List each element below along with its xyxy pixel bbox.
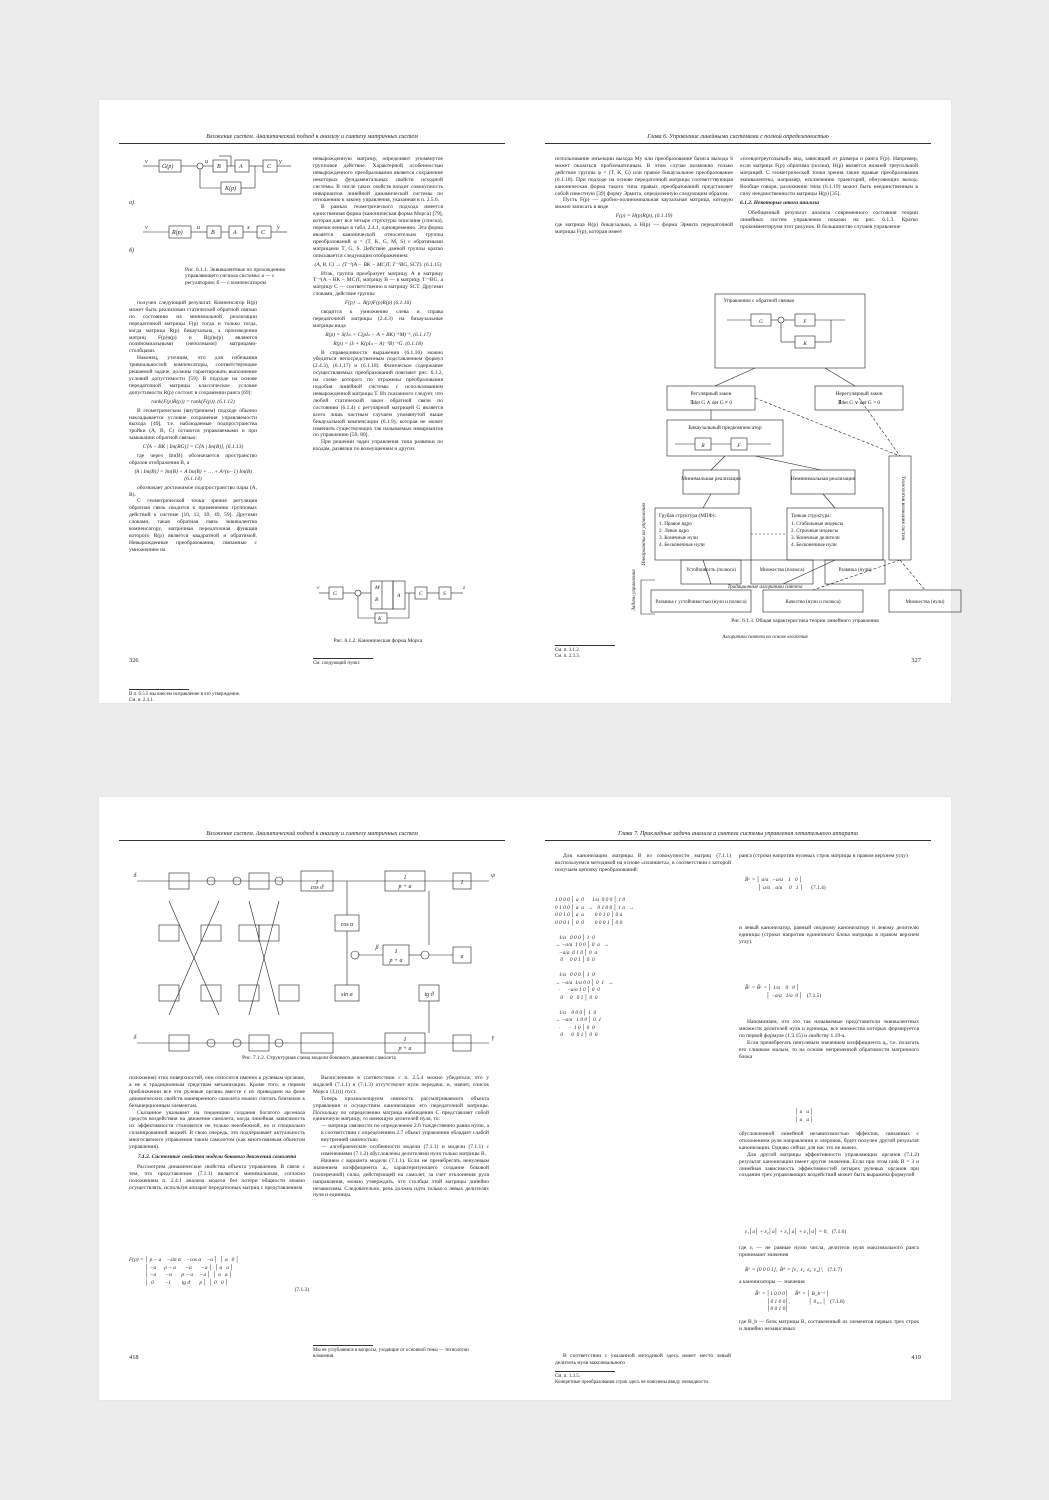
svg-text:K(p): K(p) [225, 186, 236, 192]
page-418 [99, 797, 525, 1400]
page-419 [525, 797, 951, 1400]
minimal-box [683, 470, 739, 494]
eq-label: (7.1.7) [827, 1267, 842, 1273]
paragraph: Для другой матрицы эффективности управляющих органов (7.1.2) результат канонизации имеет другие значения. Если при этом rank B = 3 и линейная зависимость эффективностей четырех рулевых органов при создании трех управляющих воздействий может быть выражена формулой [739, 1151, 919, 1179]
equation-7-1-8: B̃ᴸ = │1 0 0 0│ B̃ᴿ = │ B_b⁻¹ │ │0 1 0 0│, │ 0₁ₓ₃ │ (7.1.8) │0 0 1 0│ [755, 1291, 845, 1312]
svg-text:F: F [737, 443, 741, 449]
control-theory-overview-diagram [555, 290, 945, 616]
column-left [555, 156, 733, 286]
svg-text:v: v [145, 159, 148, 165]
embed-alg-footer [665, 635, 865, 641]
footnotes [555, 645, 733, 660]
figure-caption: Рис. 6.1.1. Эквивалентные по прохождению управляющего сигнала системы: а — с регулятором; б — с компенсатором [185, 267, 286, 286]
figure-7-1-2 [129, 845, 499, 1055]
paragraph: В справедливости выражения (6.1.16) можно убедиться непосредственным подставлением формул (2.4.3), (6.1.17) и (6.1.18). Физическое содержание осуществляемых преобразований поясняет рис. 6.1.2, на схеме которого по отражены преобразования подобия линейной системы с использованием невырожденной матрицы T. Из сказанного следует, что любой статический закон обратной связи по состоянию (6.1.4) с регулярной матрицей G является всего лишь частным случаем упомянутой выше бикаузальной компенсации (6.1.9), которая не может изменить существующих так называемых инвариантов по управлению [59, 80]. [313, 349, 443, 439]
paragraph: Итак, группа преобразует матрицу A в матрицу T⁻¹(A − BK − MC)T, матрицу B — в матрицу T⁻¹BG, а матрицу C — соответственно в матрицу SCT. Другими словами, действие группы [313, 270, 443, 298]
svg-text:1: 1 [403, 875, 407, 881]
footnote: См. п. 2.4.1. [129, 698, 154, 703]
regular-box [667, 386, 755, 410]
page-326 [99, 100, 525, 703]
paragraph: Наконец, уточним, что для избежания тривиальностей компенсаторы, соответствующие решаемой задаче, должны гарантировать выполнение условий допустимости [59]. В подходе на основе передаточной матрицы классическое условие допустимости R(p) состоит в сохранении ранга [69]: [129, 355, 257, 396]
multiple-label: Множества (полюса) [759, 568, 805, 573]
svg-text:p + a: p + a [398, 884, 412, 890]
running-header: Вложение систем. Аналитический подход к анализу и синтезу матричных систем [119, 831, 505, 841]
coarse-item: 2. Левое ядро [659, 528, 689, 534]
footnotes [129, 689, 257, 704]
figure-6-1-1 [129, 152, 299, 270]
footnote: Конкретные преобразования строк здесь не пояснены ввиду очевидности. [555, 1380, 710, 1385]
coarse-title: Грубая структура (МПФ): [659, 513, 716, 519]
list-item: — алгебраические особенности модели (7.1.1) и модели (7.1.1) с изменениями (7.1.2) обусловлены делителями нуля только матрицы B. [321, 1144, 489, 1157]
equation-7-1-5: B̃ᴸ = B̃ᴸ = │ 1/a 0 0 │ │ −a/a 1/a 0 │ (7.1.5) [745, 985, 822, 999]
svg-text:б): б) [129, 248, 135, 254]
column-right-2 [739, 925, 919, 985]
svg-text:cos α: cos α [340, 922, 354, 928]
column-right-7 [739, 1319, 919, 1339]
fine-item: 1. Стабильные индексы [791, 521, 844, 527]
coarse-item: 1. Правое ядро [659, 521, 692, 527]
bicausal-label: Бикаузальный предкомпенсатор [688, 425, 762, 431]
paragraph: где матрица R(p) бикаузальна, а H(p) — форма Эрмита передаточной матрицы F(p), которая имеет [555, 222, 733, 236]
svg-text:1: 1 [315, 880, 319, 886]
morse-form-diagram [313, 575, 483, 625]
svg-text:u: u [197, 225, 200, 231]
irregular-label: Нерегулярный закон [835, 391, 883, 397]
svg-text:S: S [443, 591, 446, 597]
column-left-intro [555, 853, 731, 893]
invariants-label: Инварианты по управлению [641, 502, 647, 566]
fine-item: 4. Бесконечные нули [791, 542, 837, 548]
svg-text:A: A [397, 593, 401, 599]
paragraph: Вычислениям в соответствии с п. 2.5.4 можно убедиться, что у моделей (7.1.1) и (7.1.3) отсутствуют нули передачи, и, значит, список Морса {I₁(t)} пуст. [313, 1075, 489, 1095]
lateral-motion-block-diagram [129, 845, 499, 1055]
canonization-chain: 1 0 0 0 │ a 0 1/a 0 0 0 │ 1 0 0 1 0 0 │ a a → 0 1 0 0 │ 1 a → 0 0 1 0 │ a a 0 0 1 0 │ 0 a 0 0 0 1 │ 0 0 0 0 0 1 │ 0 0 1/a 0 0 0 │ 1 0 → −a/a 1 0 0 │ 0 a → −a/a 0 1 0 │ 0 a 0 0 0 1 │ 0 0 1/a 0 0 0 │ 1 0 → −a/a 1/a 0 0 │ 0 1 → · −a/a 1 0 │ 0 0 0 0 0 1 │ 0 0 1/a 0 0 0 │ 1 0 → −a/a 1 0 0 │ 0 1 · · 1 0 │ 0 0 0 0 0 1 │ 0 0 [555, 897, 635, 1038]
paragraph: использование инъекции выхода My или преобразование базиса выхода S может оказаться проблематичным. В этом случае возможно только действие группы φ = (T, K, G) или правое бикаузальное преобразование (6.1.18). При подходе на основе передаточной матрицы соответствующая каноническая форма такого типа правых преобразований представляет собой известную [39] форму Эрмита, определенную следующим образом. [555, 156, 733, 197]
footnote: См. п. 1.1.2. [555, 648, 580, 653]
paragraph: В геометрическом (внутреннем) подходе обычно накладывается условие сохранения управляемости выхода [49], т.е. наблюдаемые подпространства тройки (A, B, C) остаются управляемыми и при замыкании обратной связью: [129, 407, 257, 442]
column-left-tail [555, 1353, 731, 1373]
page-327 [525, 100, 951, 703]
svg-text:v: v [317, 585, 320, 591]
paragraph: обозначает достижимое подпространство пары (A, B). [129, 484, 257, 498]
footnote: Мы не углубляемся в вопросы, уходящие от основной темы — технологии вложения. [313, 1348, 469, 1359]
paragraph: сводится к умножению слева и справа передаточной матрицы (2.4.3) на бикаузальные матрицы вида [313, 309, 443, 329]
paragraph: Сказанное указывает на тенденцию создания богатого арсенала средств воздействия на движение самолета, когда линейная зависимость их эффективности становится не только неизбежной, но и специально спланированной акцией. В свою очередь, это подчеркивает актуальность многосвязного управления таким самолетом (как многосвязным объектом управления). [129, 1109, 305, 1151]
paragraph: «псевдотреугольный» вид, зависящий от размера и ранга F(p). Например, если матрица F(p) обратима (полна), H(p) является нижней треугольной матрицей. С геометрической точки зрения такие правые преобразования эквивалентны, например, исключению траекторий, обнуляющих выход. Вообще говоря, разложение типа (6.1.19) может быть неединственным в силу неединственности матрицы H(p) [35]. [740, 156, 918, 197]
svg-text:M: M [375, 585, 380, 591]
footnotes [313, 1345, 489, 1360]
footnote: В п. 6.5.5 мы внесем исправление в это утверждение. [129, 692, 241, 697]
svg-text:1: 1 [403, 1037, 407, 1043]
svg-text:F: F [803, 319, 807, 325]
svg-text:z: z [463, 585, 466, 591]
equation-7-1-4: B̄ᴸ = │ a/a −a/a 1 0 │ │ a/a a/a 0 1 │ (7.1.4) [745, 877, 826, 891]
svg-text:G(p): G(p) [162, 164, 174, 170]
svg-text:δ: δ [133, 873, 137, 879]
paragraph: Теперь проанализируем связность рассматриваемого объекта управления и осуществим канонизацию его передаточной матрицы. Поскольку по определению матрица наблюдения C представляет собой единичную матрицу, то имеющую делителей нуля, то: [313, 1095, 489, 1123]
column-left [129, 300, 257, 685]
paragraph: положения) этих поверхностей, они относятся именно к рулевым органам, а не к традиционным средствам механизации. Кроме того, в первом приближении все эти рулевые органы вместе с их приводами на фоне динамических свойств маневренного самолета можно считать близкими к безынерционным элементам. [129, 1075, 305, 1109]
decoupling-label: Развязка (нули) [838, 568, 872, 573]
feedback-box [715, 294, 865, 368]
svg-text:a: a [460, 954, 464, 960]
svg-text:A: A [239, 164, 243, 170]
figure-caption: Рис. 7.1.2. Структурная схема модели бокового движения самолета [242, 1055, 396, 1061]
figure-6-1-3 [555, 290, 945, 616]
column-right-6 [739, 1279, 919, 1289]
svg-text:y: y [277, 225, 280, 231]
equation: R(p) = (Iₗ + K(pIₙ − A)⁻¹B)⁻¹G. (6.1.18) [333, 340, 423, 347]
svg-text:B: B [211, 230, 215, 236]
svg-text:G: G [333, 591, 337, 597]
figure-6-1-2 [313, 575, 483, 625]
spread-top [99, 100, 951, 703]
column-right [313, 1075, 489, 1345]
equation: R(p) = S(Iₘ + C(pIₙ − A + BK)⁻¹M)⁻¹, (6.1.17) [325, 331, 431, 338]
svg-text:1: 1 [460, 880, 464, 886]
svg-text:K: K [803, 341, 807, 347]
running-header: Вложение систем. Аналитический подход к анализу и синтезу матричных систем [119, 134, 505, 144]
nonminimal-box [791, 470, 855, 494]
eq-label: (7.1.6) [831, 1229, 847, 1235]
column-right [313, 156, 443, 640]
paragraph: Рассмотрим динамические свойства объекта управления. В связи с тем, что представление (7.1.1) является минимальным, согласно положениям п. 2.4.1 анализа модели без потери общности можно осуществлять, используя аппарат передаточных матриц с представлением [129, 1163, 305, 1191]
feedback-title: Управление с обратной связью [723, 298, 795, 304]
figure-caption: Рис. 6.1.2. Каноническая форма Морса [333, 638, 423, 644]
svg-text:γ: γ [491, 1035, 495, 1041]
svg-text:C: C [261, 230, 266, 236]
svg-text:p + a: p + a [398, 1046, 412, 1052]
multiple-zeros-label: Множества (нули) [905, 600, 945, 605]
equation: F(p) → R(p)F(p)R(p) (6.1.16) [344, 300, 412, 307]
paragraph: Начнем с варианта модели (7.1.1). Если не пренебрегать ненулевым значением коэффициента aᵧ, характеризующего создание боковой (поперечной) силы, действующей на самолет, за счет отклонения руля направления, можно утверждать, что столбцы этой матрицы линейно независимы. Следовательно, речь должна идти только о левых делителях нуля и единицы. [313, 1157, 489, 1199]
svg-text:B: B [217, 164, 221, 170]
paragraph: получен следующий результат. Компенсатор R(p) может быть реализован статической обратной связью по состоянию на минимальной реализации передаточной матрицы F(p) тогда и только тогда, когда матрица R(p) бикаузальна, а произведения матриц F(p)u(p) и R(p)u(p) являются полиномиальными (неполными) матрицами-столбцами. [129, 300, 257, 355]
paragraph: где εᵢ — не равные нулю числа, делители нуля максимального ранга принимают значения [739, 1245, 919, 1258]
equation: C⟨A − BK | Im(BG)⟩ = C⟨A | Im(B)⟩, (6.1.13) [142, 444, 244, 451]
paragraph: При решении задач управления типа развязки по входам, развязки по возмущениям и других [313, 439, 443, 453]
column-right-1 [739, 853, 919, 873]
list-item: — матрица связности по определению 2.6 тождественно равна нулю, а в соответствии с определением 2.7 объект управления обладает слабой внутренней связностью; [321, 1123, 489, 1144]
svg-text:1: 1 [394, 949, 398, 955]
paragraph: где B_b — блок матрицы B, составленный из элементов первых трех строк и линейно независимых [739, 1319, 919, 1332]
column-right-3 [739, 1019, 919, 1107]
paragraph: Напоминаем, что это так называемые представители эквивалентных множеств делителей нуля и единицы, все множество которых формируется по первой формуле (1.3.15) и свойству 1.19-а. [739, 1019, 919, 1039]
footnotes [555, 1371, 731, 1386]
equation-7-1-6: ε₁│a│ + ε₂│a│ + ε₃│a│ + ε₄│a│ = 0, (7.1.6) [745, 1229, 847, 1235]
page-number: 419 [911, 1354, 921, 1362]
tasks-label: Задачи управления [631, 569, 637, 611]
paragraph: С геометрической точки зрения регуляция обратная связь сводится к применению групповых действий к системе [10, 12, 39, 49, 59]. Другими словами, такая обратная связь эквивалентна компенсатору, матричная передаточная функция которого R(p) является квадратной и обратимой. Невырожденные преобразования, связанные с умножением на [129, 498, 257, 553]
running-header: Глава 7. Прикладные задачи анализа и синтеза системы управления летательного аппарата [545, 831, 931, 841]
svg-text:y: y [279, 159, 282, 165]
transfer-matrix: F(p) = │ p − a −sin α −cos α −a │ │ a 0 │ │ −a p − a −a −a │ │ a a │ │ −a −a p − a −a │ │ a a │ │ 0 −1 tg ϑ p │ │ 0 0 │ (7.1.3) [129, 1257, 309, 1293]
svg-text:R: R [701, 443, 705, 449]
svg-text:v: v [145, 225, 148, 231]
dec-stab-label: Развязка с устойчивостью (нули и полюса) [655, 600, 747, 605]
column-right-5 [739, 1245, 919, 1265]
running-header: Глава 6. Управление линейными системами с полной определенностью [545, 134, 931, 144]
spread-bottom [99, 797, 951, 1400]
stability-label: Устойчивость (полюса) [686, 568, 736, 573]
quality-label: Качество (нули и полюса) [785, 600, 841, 605]
regular-label: Регулярный закон [690, 391, 732, 397]
fine-item: 3. Конечные делители [791, 535, 840, 541]
svg-text:u: u [205, 159, 208, 165]
svg-text:x: x [247, 225, 250, 231]
svg-text:K: K [378, 616, 382, 622]
svg-text:sin α: sin α [341, 992, 353, 998]
footnote: См. п. 2.3.3. [555, 654, 580, 659]
paragraph: а канонизаторы — значения [739, 1279, 805, 1285]
svg-text:cos ϑ: cos ϑ [310, 885, 324, 891]
footnote: См. следующий пункт. [313, 661, 361, 666]
footnote: См. п. 1.3.5. [555, 1374, 580, 1379]
eq-label: (7.1.5) [806, 992, 822, 999]
page-number: 326 [129, 657, 139, 665]
eq-label: (7.1.3) [294, 1287, 309, 1293]
svg-text:A: A [233, 230, 237, 236]
page-number: 418 [129, 1354, 139, 1362]
figure-caption: Рис. 6.1.3. Общая характеристика теории линейного управления [731, 618, 879, 624]
column-left [129, 1075, 305, 1245]
svg-text:R(p): R(p) [172, 230, 183, 236]
equation: (A, B, C) → (T⁻¹(A − BK − MC)T, T⁻¹BG, SCT). (6.1.15) [314, 261, 442, 268]
equation: F(p) = H(p)R(p), (6.1.19) [615, 213, 673, 220]
minimal-label: Минимальная реализация [681, 476, 741, 482]
embed-alg-label: Алгоритмы синтеза на основе вложения [722, 635, 808, 640]
paragraph: обусловленной линейной независимостью эффектов, связанных с отклонением руля направления и элеронов, будет получен другой результат канонизации. Однако сейчас для нас это не важно. [739, 1131, 919, 1151]
irregular-cond: ∄det G ∨ det G = 0 [837, 400, 881, 406]
paragraph: где через Im(B) обозначается пространство образов отображения B, а [129, 453, 257, 466]
paragraph: В рамках геометрического подхода имеется единственная форма (каноническая форма Морса) [79], которая дает все четыре структуры описания (списка), перечисленные в табл. 2.4.1, одновременно. Эта форма является канонической относительно группы преобразований φ = (T, K, G, M, S) с обратимыми матрицами T, G, S. Действие данной группы кратко описывается следующим отображением: [313, 204, 443, 259]
eq-label: (7.1.8) [830, 1298, 845, 1305]
paragraph: невырожденную матрицу, определяют упомянутое групповое действие. Характерной особенностью невырожденного преобразования является сохранение некоторых фундаментальных свойств исходной системы. В числе таких свойств входит совокупность инвариантов линейной динамической системы по отношению к закону управления, указанная в п. 2.5.6. [313, 156, 443, 204]
coarse-item: 4. Бесконечные нули [659, 542, 705, 548]
footnotes [313, 658, 443, 667]
svg-text:B: B [375, 597, 379, 603]
paragraph: Обобщенный результат анализа современного состояния теории линейных систем управления показан на рис. 6.1.3. Кратко прокомментируем этот рисунок. В большинстве случаев управление [740, 210, 918, 231]
page-number: 327 [911, 657, 921, 665]
equation: rank(F(p)R(p)) = rank(F(p)). (6.1.12) [151, 398, 235, 405]
equation-7-1-7: B̄ᴸ = [0 0 0 1], B̄ᴿ = [ε₁ ε₂ ε₃ ε₄]ᵀ, (7.1.7) [745, 1267, 842, 1273]
equation: ⟨A | Im(B)⟩ = Im(B) + A Im(B) + … + A^(n−1) Im(B) (6.1.14) [133, 468, 253, 482]
svg-text:tg ϑ: tg ϑ [424, 992, 434, 998]
embedding-tech-box [889, 456, 911, 560]
svg-text:p + a: p + a [389, 958, 403, 964]
paragraph: В соответствии с указанной методикой здесь имеет место левый делитель нуля максимального [555, 1353, 731, 1366]
nonminimal-label: Неминимальная реализация [790, 476, 856, 482]
block-diagram-regulator [129, 152, 299, 270]
column-right [740, 156, 918, 286]
fine-title: Тонкая структура: [791, 513, 831, 519]
coarse-item: 3. Конечные нули [659, 535, 698, 541]
svg-text:C: C [419, 591, 423, 597]
svg-text:ψ: ψ [491, 873, 495, 879]
paragraph: ранга (строки напротив нулевых строк матрицы в правом верхнем углу) [739, 853, 908, 859]
tech-label: Технология вложения систем [900, 475, 906, 541]
svg-text:G: G [759, 319, 763, 325]
paragraph: Если пренебрегать ненулевым значением коэффициента aᵧ, т.е. полагать его слишком малым, то на основе непременной обратимости матричного блока [739, 1039, 919, 1060]
regular-cond: ∃det G ∧ det G ≠ 0 [689, 400, 733, 406]
trad-alg-label: Традиционные алгоритмы синтеза [727, 585, 803, 590]
eq-label: (7.1.4) [811, 884, 826, 891]
section-heading: 7.1.2. Системные свойства модели бокового движения самолета [137, 1153, 297, 1160]
paragraph: Пусть F(p) — дробно-полиномиальная каузальная матрица, которую можно записать в виде [555, 197, 733, 211]
paragraph: Для канонизации матрицы B из совокупности матриц (7.1.1) воспользуемся методикой на основе «планшета», в соответствии с которой получаем цепочку преобразований: [555, 853, 731, 873]
svg-text:β: β [375, 945, 379, 951]
paragraph: и левый канонизатор, равный сводному канонизатору и левому делителю единицы (строки напротив единичного блока матрицы в правом верхнем углу). [739, 925, 919, 945]
section-heading: 6.1.2. Некоторые итоги анализа [740, 200, 819, 207]
svg-text:δ: δ [133, 1035, 137, 1041]
svg-text:C: C [267, 164, 272, 170]
fine-item: 2. Строчные индексы [791, 528, 839, 534]
svg-text:а): а) [129, 200, 134, 206]
matrix-block: │ a a │ │ a a │ [795, 1109, 814, 1123]
column-right-4 [739, 1131, 919, 1223]
